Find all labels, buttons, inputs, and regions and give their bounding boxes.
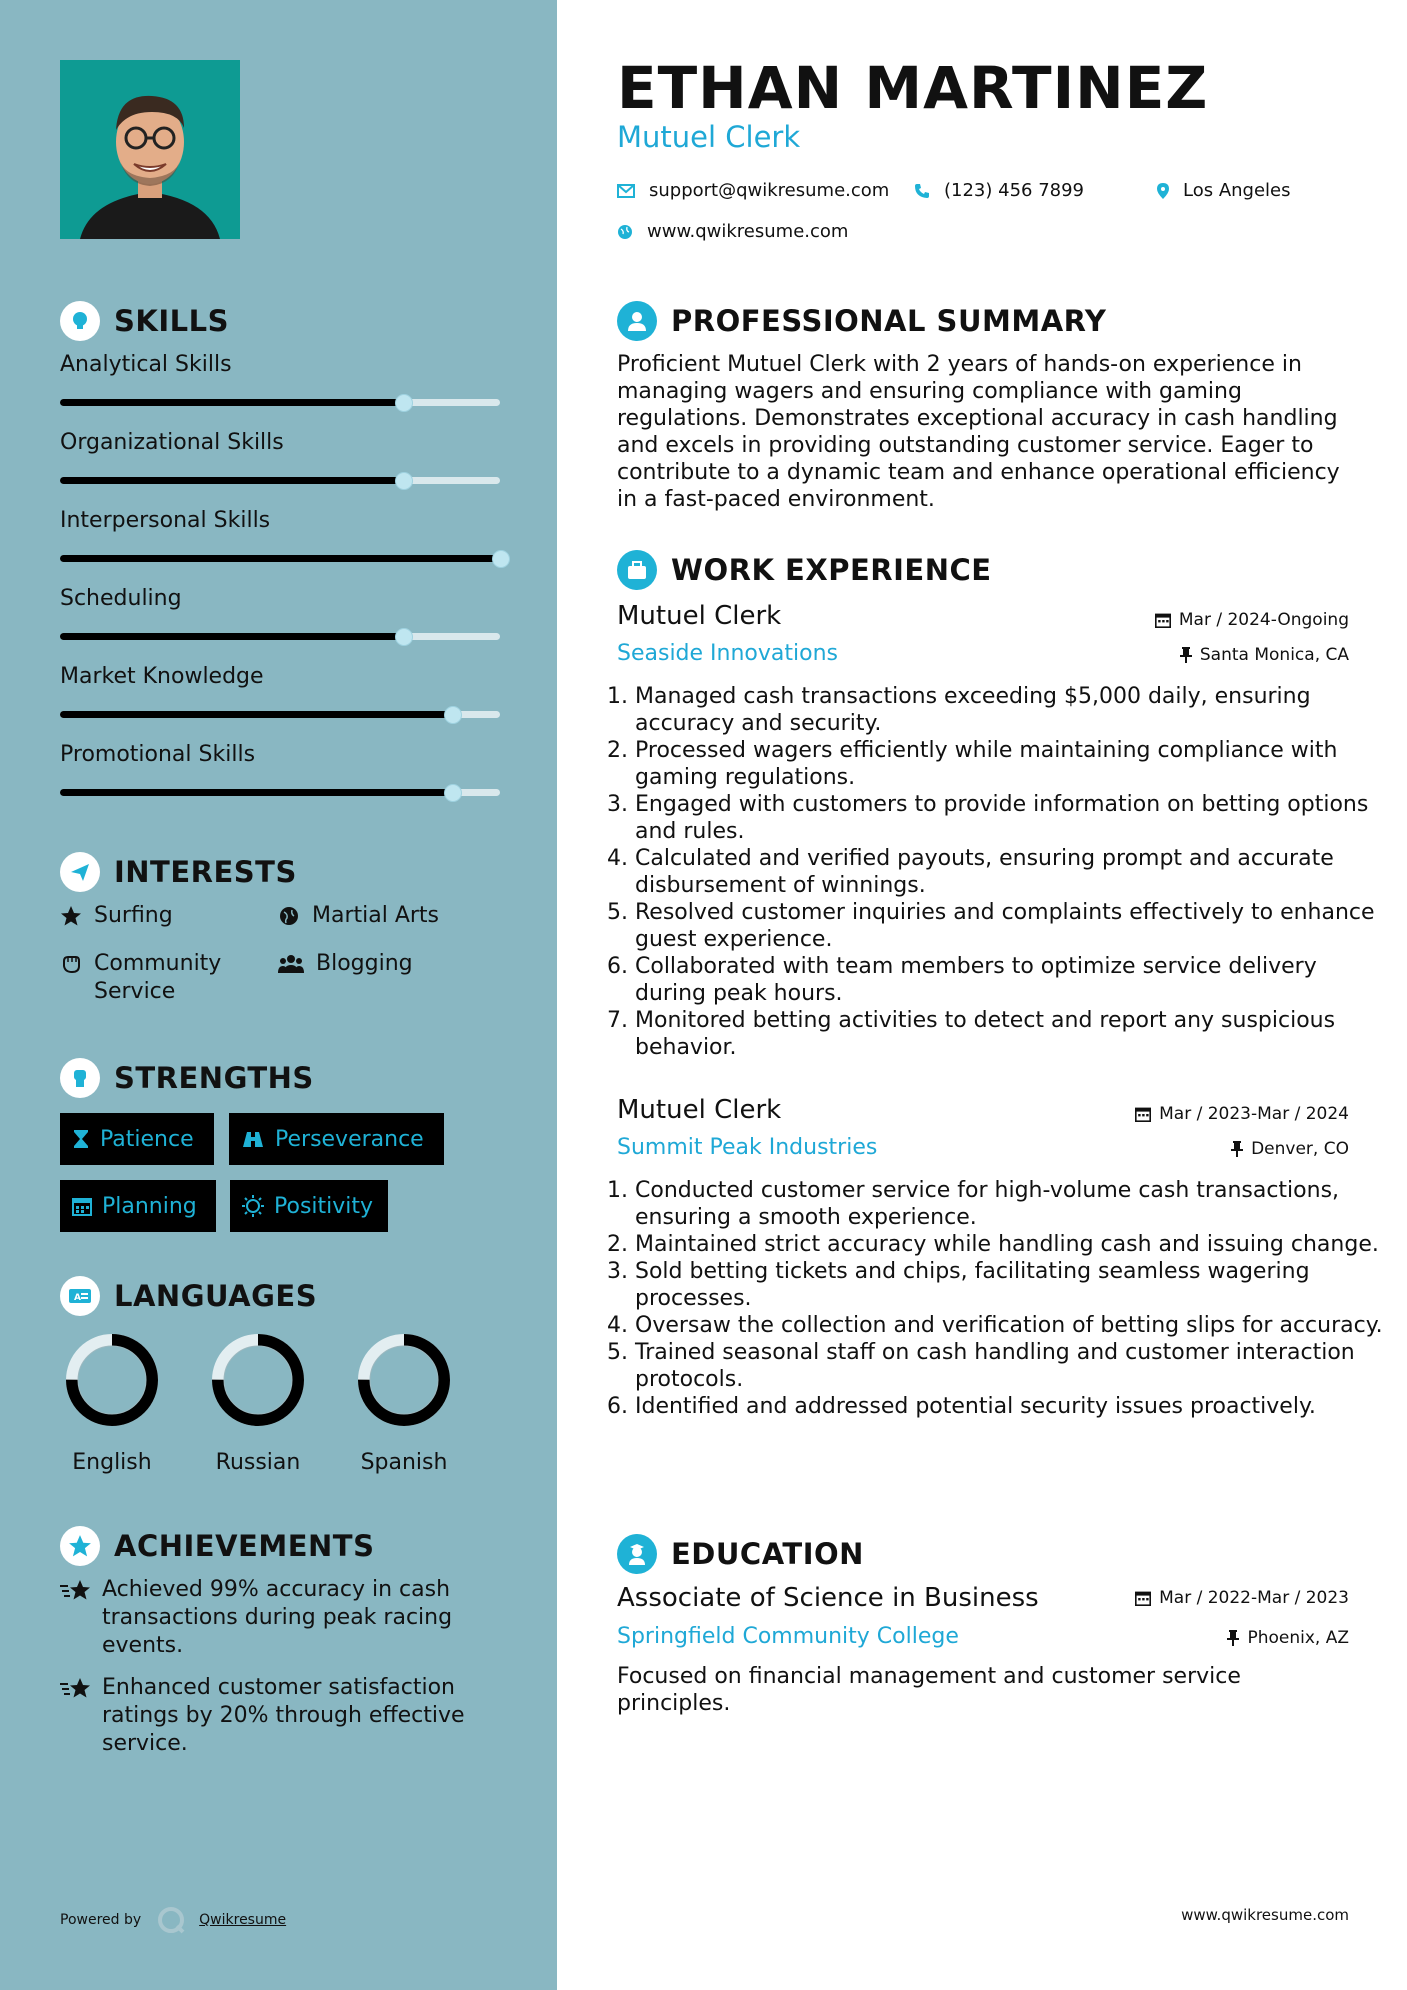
skill-item [60, 508, 500, 562]
responsibility-item: 5. Resolved customer inquiries and complaints effectively to enhance guest experience. [635, 899, 1385, 953]
job-dates-text: Mar / 2024-Ongoing [1178, 610, 1349, 630]
qwikresume-logo-icon [155, 1904, 187, 1936]
map-pin-icon [1157, 183, 1169, 199]
main-content [557, 0, 1407, 1990]
strength-label: Perseverance [275, 1126, 424, 1152]
interests-title: INTERESTS [114, 855, 297, 889]
skill-label: Interpersonal Skills [60, 508, 271, 533]
candidate-name: ETHAN MARTINEZ [617, 54, 1209, 122]
summary-text: Proficient Mutuel Clerk with 2 years of hands-on experience in managing wagers and ensuring compliance with gaming regulations. Demonstrates exceptional accuracy in cash handling and excels in providing outstanding customer service. Eager to contribute to a dynamic team and enhance operational efficiency in a fast-paced environment. [617, 352, 1340, 512]
skill-label: Promotional Skills [60, 742, 256, 767]
skill-item [60, 742, 500, 796]
interest-item [278, 950, 413, 978]
calendar-icon [72, 1196, 92, 1216]
skill-item [60, 352, 500, 406]
summary-title: PROFESSIONAL SUMMARY [671, 304, 1107, 338]
job-title: Mutuel Clerk [617, 1095, 782, 1125]
achievements-title: ACHIEVEMENTS [114, 1529, 375, 1563]
interest-label: Community Service [94, 951, 222, 1004]
education-title: EDUCATION [671, 1537, 864, 1571]
interest-item [60, 902, 173, 930]
achievement-text: Achieved 99% accuracy in cash transactions during peak racing events. [102, 1577, 453, 1658]
language-ring [62, 1330, 162, 1430]
phone-text: (123) 456 7899 [944, 180, 1085, 201]
language-icon [60, 1276, 100, 1316]
star-badge-icon [60, 1526, 100, 1566]
skill-bar [60, 633, 500, 640]
responsibility-item: 2. Maintained strict accuracy while handling cash and issuing change. [635, 1231, 1385, 1258]
calendar-icon [1135, 1106, 1151, 1122]
candidate-job-title: Mutuel Clerk [617, 120, 801, 154]
briefcase-icon [617, 550, 657, 590]
language-item [344, 1330, 464, 1475]
responsibility-item: 6. Collaborated with team members to optimize service delivery during peak hours. [635, 953, 1385, 1007]
language-item [52, 1330, 172, 1475]
location-text: Los Angeles [1183, 180, 1291, 201]
interest-label: Martial Arts [312, 903, 440, 928]
language-ring [208, 1330, 308, 1430]
responsibility-item: 6. Identified and addressed potential security issues proactively. [635, 1393, 1385, 1420]
contact-email[interactable] [617, 180, 889, 201]
skill-label: Organizational Skills [60, 430, 284, 455]
qwikresume-link[interactable]: Qwikresume [199, 1912, 287, 1928]
education-location [1227, 1628, 1349, 1648]
skill-bar [60, 711, 500, 718]
job-location [1180, 645, 1349, 665]
job-title: Mutuel Clerk [617, 601, 782, 631]
language-label: Russian [215, 1450, 301, 1475]
responsibility-item: 4. Oversaw the collection and verification of betting slips for accuracy. [635, 1312, 1385, 1339]
language-item [198, 1330, 318, 1475]
degree-title: Associate of Science in Business [617, 1583, 1039, 1613]
contact-phone[interactable] [914, 180, 1084, 201]
pin-icon [1227, 1630, 1239, 1646]
education-description: Focused on financial management and customer service principles. [617, 1664, 1241, 1716]
achievement-text: Enhanced customer satisfaction ratings by 20% through effective service. [102, 1675, 465, 1756]
globe-icon [617, 224, 633, 240]
company-name: Seaside Innovations [617, 641, 838, 666]
lightbulb-icon [60, 301, 100, 341]
pin-icon [1180, 647, 1192, 663]
skill-label: Market Knowledge [60, 664, 264, 689]
responsibility-item: 1. Conducted customer service for high-volume cash transactions, ensuring a smooth experience. [635, 1177, 1385, 1231]
strength-tag [60, 1113, 214, 1165]
email-text: support@qwikresume.com [649, 180, 890, 201]
company-name: Summit Peak Industries [617, 1135, 878, 1160]
responsibility-item: 2. Processed wagers efficiently while maintaining compliance with gaming regulations. [635, 737, 1385, 791]
achievements-section-title [60, 1526, 374, 1566]
summary-section-title [617, 301, 1106, 341]
education-section-title [617, 1534, 864, 1574]
skills-section-title [60, 301, 229, 341]
job-dates-text: Mar / 2023-Mar / 2024 [1159, 1104, 1349, 1124]
calendar-icon [1155, 612, 1171, 628]
envelope-icon [617, 184, 635, 198]
calendar-icon [1135, 1590, 1151, 1606]
responsibility-item: 1. Managed cash transactions exceeding $5,000 daily, ensuring accuracy and security. [635, 683, 1385, 737]
education-dates-text: Mar / 2022-Mar / 2023 [1159, 1588, 1349, 1608]
skill-bar [60, 555, 500, 562]
skill-item [60, 586, 500, 640]
skill-bar [60, 477, 500, 484]
globe-icon [278, 905, 300, 927]
job-dates [1135, 1104, 1349, 1124]
experience-title: WORK EXPERIENCE [671, 553, 992, 587]
powered-by [60, 1904, 286, 1936]
star-icon [60, 1578, 92, 1604]
responsibility-item: 5. Trained seasonal staff on cash handling and customer interaction protocols. [635, 1339, 1385, 1393]
education-dates [1135, 1588, 1349, 1608]
interest-item [278, 902, 439, 930]
users-icon [278, 953, 304, 975]
interest-label: Blogging [316, 951, 413, 976]
profile-photo [60, 60, 240, 239]
skill-item [60, 430, 500, 484]
skill-bar [60, 399, 500, 406]
job-location-text: Denver, CO [1251, 1139, 1349, 1159]
responsibility-item: 3. Engaged with customers to provide information on betting options and rules. [635, 791, 1385, 845]
website-text: www.qwikresume.com [647, 221, 849, 242]
powered-by-label: Powered by [60, 1912, 142, 1928]
contact-location [1157, 180, 1291, 201]
strength-label: Planning [102, 1193, 197, 1219]
job-location [1231, 1139, 1349, 1159]
interest-label: Surfing [94, 903, 173, 928]
job-location-text: Santa Monica, CA [1199, 645, 1349, 665]
interest-item [60, 950, 260, 1006]
hourglass-icon [72, 1129, 90, 1149]
binoculars-icon [241, 1129, 265, 1149]
responsibility-item: 3. Sold betting tickets and chips, facilitating seamless wagering processes. [635, 1258, 1385, 1312]
responsibility-item: 4. Calculated and verified payouts, ensuring prompt and accurate disbursement of winnings. [635, 845, 1385, 899]
language-label: Spanish [360, 1450, 448, 1475]
paper-plane-icon [60, 852, 100, 892]
education-location-text: Phoenix, AZ [1247, 1628, 1349, 1648]
contact-website[interactable] [617, 221, 848, 242]
strength-tag [229, 1113, 444, 1165]
skill-label: Scheduling [60, 586, 182, 611]
svg-text:A: A [74, 1293, 81, 1303]
skill-item [60, 664, 500, 718]
school-name: Springfield Community College [617, 1624, 959, 1649]
language-label: English [72, 1450, 152, 1475]
achievement-item [60, 1576, 490, 1660]
languages-title: LANGUAGES [114, 1279, 318, 1313]
languages-section-title [60, 1276, 317, 1316]
job-responsibilities [617, 683, 1385, 1061]
interests-section-title [60, 852, 297, 892]
strength-tag [60, 1180, 216, 1232]
skills-title: SKILLS [114, 304, 229, 338]
star-icon [60, 1676, 92, 1702]
sun-icon [242, 1195, 264, 1217]
fist-icon [60, 1058, 100, 1098]
phone-icon [914, 183, 930, 199]
skill-label: Analytical Skills [60, 352, 232, 377]
skill-bar [60, 789, 500, 796]
user-icon [617, 301, 657, 341]
hand-icon [60, 953, 82, 975]
sidebar [0, 0, 557, 1990]
strengths-title: STRENGTHS [114, 1061, 314, 1095]
job-dates [1155, 610, 1349, 630]
strength-label: Positivity [274, 1193, 374, 1219]
experience-section-title [617, 550, 992, 590]
pin-icon [1231, 1141, 1243, 1157]
strengths-section-title [60, 1058, 314, 1098]
achievement-item [60, 1674, 490, 1758]
strength-label: Patience [100, 1126, 194, 1152]
footer-website[interactable]: www.qwikresume.com [1181, 1906, 1349, 1924]
strength-tag [230, 1180, 388, 1232]
job-responsibilities [617, 1177, 1385, 1420]
responsibility-item: 7. Monitored betting activities to detect and report any suspicious behavior. [635, 1007, 1385, 1061]
language-ring [354, 1330, 454, 1430]
star-icon [60, 905, 82, 927]
graduate-icon [617, 1534, 657, 1574]
